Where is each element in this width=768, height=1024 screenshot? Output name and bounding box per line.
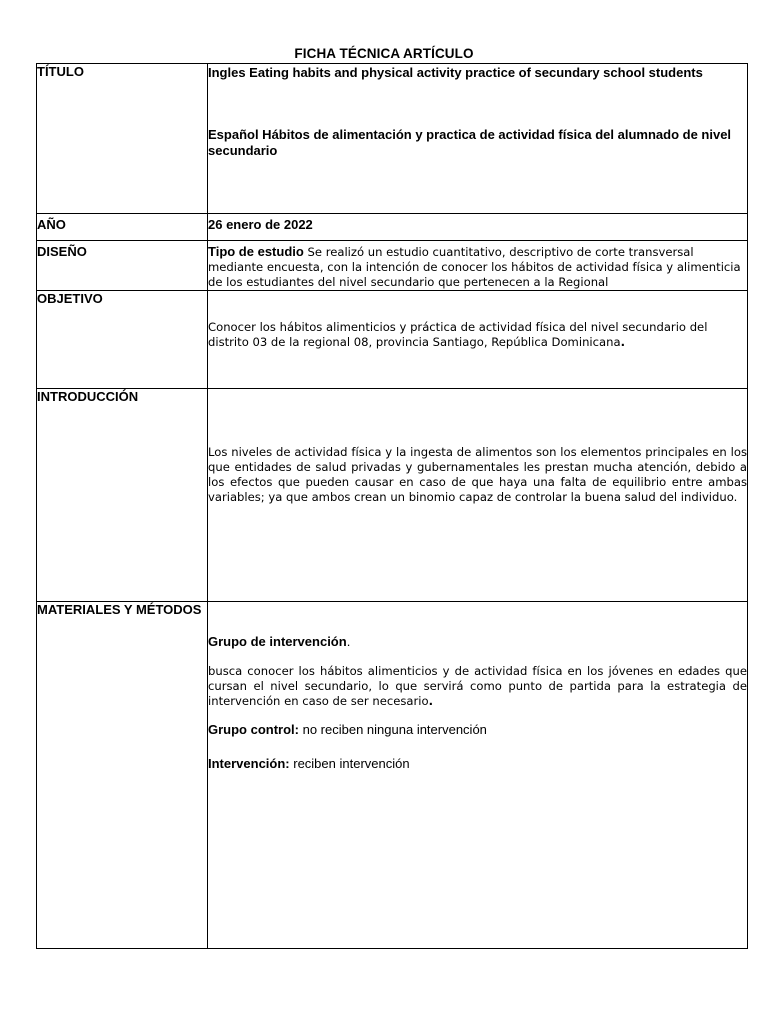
row-objetivo xyxy=(37,291,748,389)
intervention-group-body-end: . xyxy=(428,694,433,708)
value-materiales xyxy=(208,602,748,949)
value-titulo xyxy=(208,64,748,214)
objective-text xyxy=(208,320,747,350)
row-materiales xyxy=(37,602,748,949)
value-objetivo xyxy=(208,291,748,389)
objective-end: . xyxy=(620,335,625,349)
title-english: Ingles Eating habits and physical activity practice of secundary school students xyxy=(208,65,703,80)
control-group-label: Grupo control: xyxy=(208,722,299,737)
label-diseno: DISEÑO xyxy=(37,241,208,291)
objective-body: Conocer los hábitos alimenticios y práctica de actividad física del nivel secundario del distrito 03 de la regional 08, provincia Santiago, República Dominicana xyxy=(208,320,708,349)
row-diseno xyxy=(37,241,748,291)
intervention-value: reciben intervención xyxy=(289,756,410,771)
intervention-group-text xyxy=(208,664,747,709)
row-introduccion xyxy=(37,389,748,602)
introduction-text: Los niveles de actividad física y la ingesta de alimentos son los elementos principales en los que entidades de salud privadas y gubernamentales les prestan mucha atención, debido a los efectos que pueden causar en caso de que haya una falta de equilibrio entre ambas variables; ya que ambos crean un binomio capaz de controlar la buena salud del individuo. xyxy=(208,445,747,504)
label-objetivo: OBJETIVO xyxy=(37,291,208,389)
intervention-label: Intervención: xyxy=(208,756,290,771)
intervention-group-heading-text: Grupo de intervención xyxy=(208,634,347,649)
row-titulo xyxy=(37,64,748,214)
document-title: FICHA TÉCNICA ARTÍCULO xyxy=(294,46,474,61)
year-value: 26 enero de 2022 xyxy=(208,217,313,232)
design-body: Se realizó un estudio cuantitativo, descriptivo de corte transversal mediante encuesta, con la intención de conocer los hábitos de actividad física y alimenticia de los estudiantes del nivel secundario que pertenecen a la Regional xyxy=(208,245,741,289)
article-sheet-table xyxy=(36,63,748,949)
row-anio xyxy=(37,214,748,241)
value-introduccion xyxy=(208,389,748,602)
label-materiales: MATERIALES Y MÉTODOS xyxy=(37,602,208,949)
control-group-value: no reciben ninguna intervención xyxy=(299,722,487,737)
label-introduccion: INTRODUCCIÓN xyxy=(37,389,208,602)
design-text xyxy=(208,244,747,290)
label-anio: AÑO xyxy=(37,214,208,241)
design-lead: Tipo de estudio xyxy=(208,244,304,259)
label-titulo: TÍTULO xyxy=(37,64,208,214)
control-group-line xyxy=(208,722,747,738)
title-spanish: Español Hábitos de alimentación y practica de actividad física del alumnado de nivel secundario xyxy=(208,127,732,158)
intervention-line xyxy=(208,756,747,772)
intervention-group-heading-end: . xyxy=(346,634,351,649)
value-diseno xyxy=(208,241,748,291)
intervention-group-heading xyxy=(208,634,747,650)
value-anio xyxy=(208,214,748,241)
intervention-group-body: busca conocer los hábitos alimenticios y de actividad física en los jóvenes en edades que cursan el nivel secundario, lo que servirá como punto de partida para la estrategia de intervención en caso de ser necesario xyxy=(208,664,747,708)
